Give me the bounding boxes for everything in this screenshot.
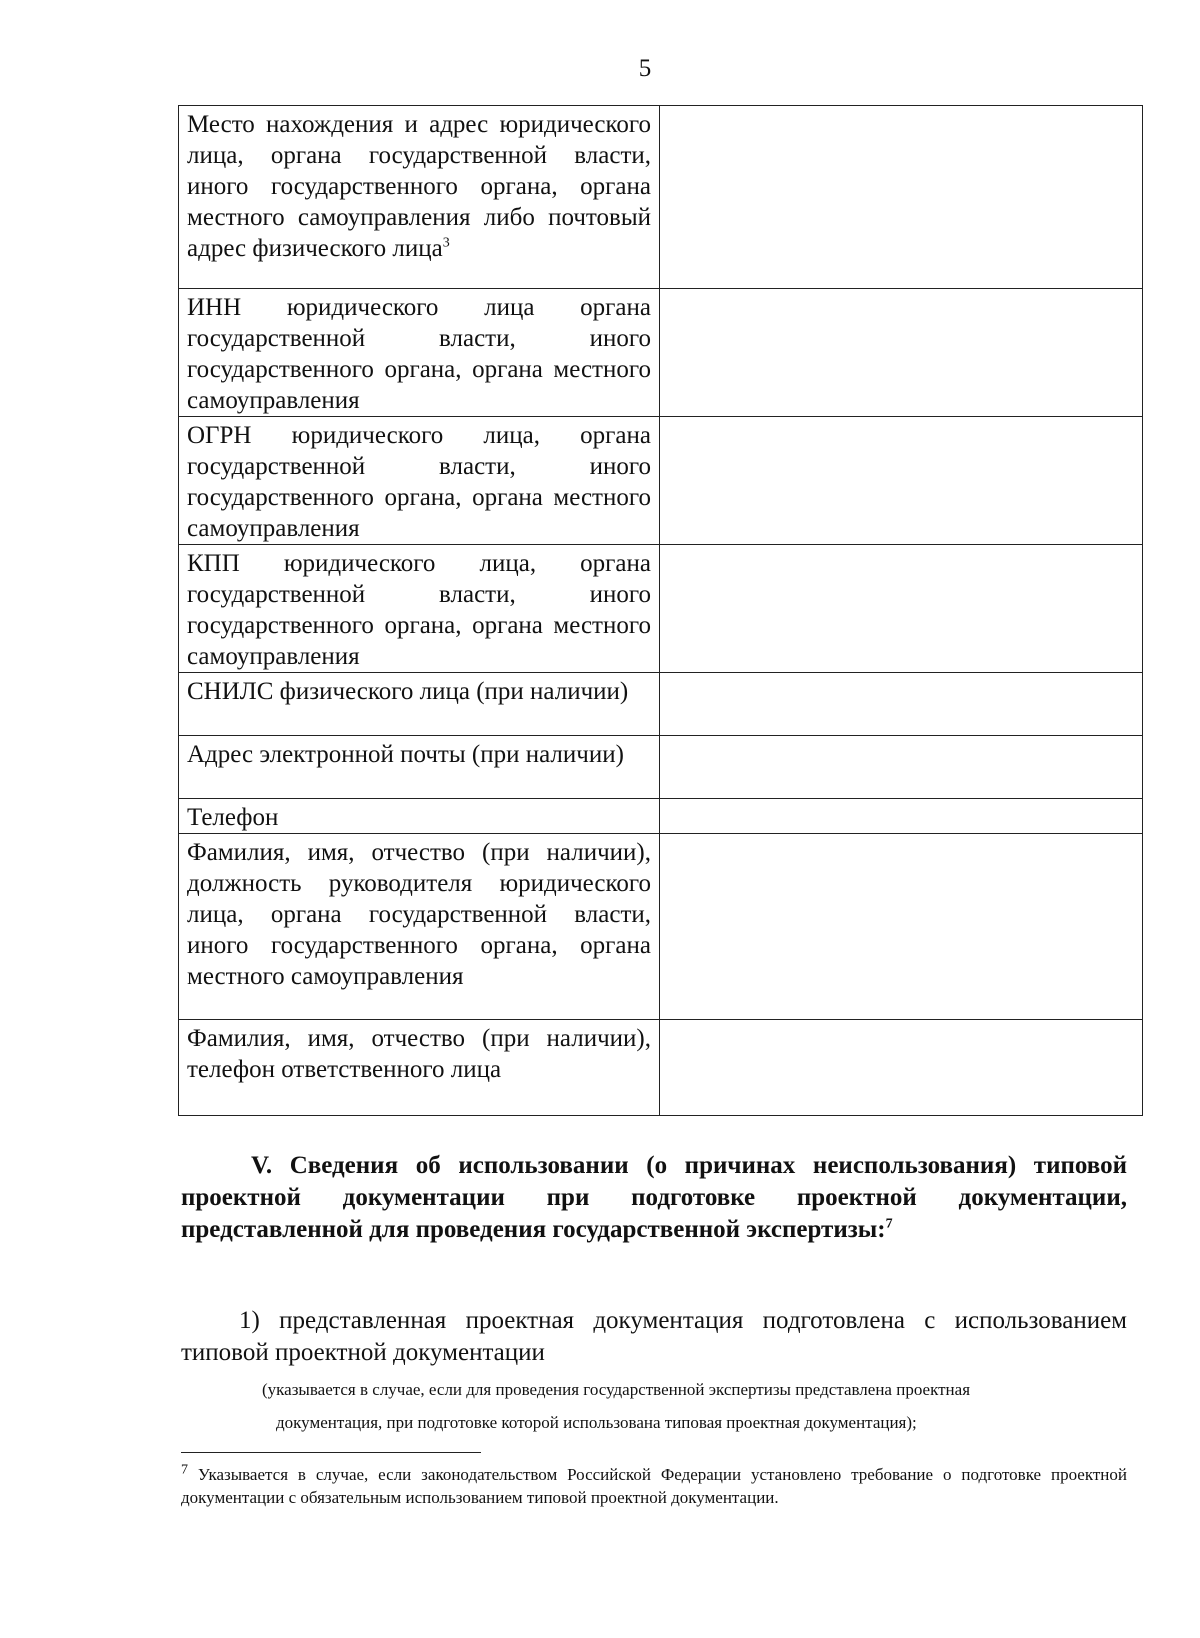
- footnote-text: Указывается в случае, если законодательством Российской Федерации установлено требование о подготовке проектной документации с обязательным использованием типовой проектной документации.: [181, 1465, 1127, 1507]
- table-cell-value-address[interactable]: [660, 106, 1143, 289]
- table-cell-value-ogrn[interactable]: [660, 417, 1143, 545]
- table-cell-value-snils[interactable]: [660, 673, 1143, 736]
- row-label-head-name: Фамилия, имя, отчество (при наличии), должность руководителя юридического лица, органа государственной власти, иного государственного органа, органа местного самоуправления: [179, 834, 660, 1020]
- row-label-snils: СНИЛС физического лица (при наличии): [179, 673, 660, 736]
- page-number: 5: [638, 55, 652, 82]
- item-note-line-1: (указывается в случае, если для проведения государственной экспертизы представлена проектная: [262, 1380, 971, 1399]
- table-cell-label: [179, 106, 660, 289]
- table-cell-value-phone[interactable]: [660, 799, 1143, 834]
- footnote-ref-3: 3: [442, 235, 450, 251]
- row-label-responsible-person: Фамилия, имя, отчество (при наличии), телефон ответственного лица: [179, 1020, 660, 1116]
- applicant-details-table: [178, 105, 1143, 1116]
- section-v-heading-text: V. Сведения об использовании (о причинах неиспользования) типовой проектной документации при подготовке проектной документации, представленной для проведения государственной экспертизы:: [181, 1152, 1127, 1243]
- footnote-divider: [181, 1452, 481, 1453]
- table-cell-value-head-name[interactable]: [660, 834, 1143, 1020]
- row-label-email: Адрес электронной почты (при наличии): [179, 736, 660, 799]
- footnote-7: [181, 1463, 1127, 1509]
- table-cell-value-kpp[interactable]: [660, 545, 1143, 673]
- table-row-phone: [179, 799, 1143, 834]
- table-row-email: [179, 736, 1143, 799]
- table-cell-value-inn[interactable]: [660, 289, 1143, 417]
- footnote-marker: 7: [181, 1462, 188, 1478]
- row-label-phone: Телефон: [179, 799, 660, 834]
- row-label-kpp: КПП юридического лица, органа государственной власти, иного государственного органа, органа местного самоуправления: [179, 545, 660, 673]
- section-v-item-1: 1) представленная проектная документация подготовлена с использованием типовой проектной документации: [181, 1307, 1127, 1366]
- table-row-ogrn: [179, 417, 1143, 545]
- table-row-responsible-person: [179, 1020, 1143, 1116]
- item-note-line-2: документация, при подготовке которой использована типовая проектная документация);: [276, 1413, 917, 1432]
- table-row-inn: [179, 289, 1143, 417]
- table-row-snils: [179, 673, 1143, 736]
- row-label-inn: ИНН юридического лица органа государственной власти, иного государственного органа, органа местного самоуправления: [179, 289, 660, 417]
- row-label-ogrn: ОГРН юридического лица, органа государственной власти, иного государственного органа, органа местного самоуправления: [179, 417, 660, 545]
- footnote-ref-7: 7: [885, 1216, 893, 1232]
- row-label-address: Место нахождения и адрес юридического лица, органа государственной власти, иного государственного органа, органа местного самоуправления либо почтовый адрес физического лица: [187, 111, 651, 262]
- table-row-kpp: [179, 545, 1143, 673]
- table-row-address: [179, 106, 1143, 289]
- table-cell-value-responsible-person[interactable]: [660, 1020, 1143, 1116]
- section-v-heading: [181, 1150, 1127, 1246]
- table-cell-value-email[interactable]: [660, 736, 1143, 799]
- section-v-item-1-note: [262, 1373, 1128, 1439]
- table-row-head-name: [179, 834, 1143, 1020]
